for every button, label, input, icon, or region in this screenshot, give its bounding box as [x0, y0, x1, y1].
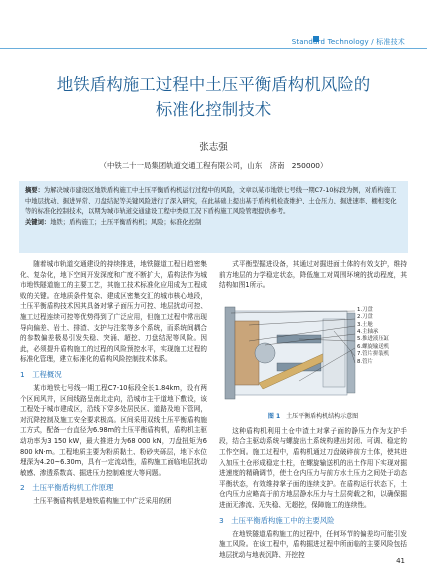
figure-caption-text: 土压平衡盾构机结构示意图: [286, 412, 359, 420]
keywords-label: 关键词：: [25, 218, 51, 226]
section-3-heading: 3 土压平衡盾构施工中的主要风险: [219, 515, 335, 525]
running-header: Standard Technology / 标准技术: [291, 38, 405, 46]
figure-intro-paragraph: 式平衡型掘进设备，其通过对掘进面土体的有效支护，维持前方地层的力学稳定状态，降低施工对周围环境的扰动程度，其结构如图1所示。: [219, 260, 407, 290]
mechanism-paragraph: 这种盾构机利用土仓中渣土对掌子面的静压力作为支护手段，结合主驱动系统与螺旋出土系统构建出封闭、可调、稳定的工作空间。施工过程中，盾构机通过刀盘破碎前方土体，使其进入加压土仓形成稳定土柱，在螺旋输送机的出土作用下实现对掘进速度的精确调节，使土仓内压力与前方水土压力之间处于动态平衡状态，有效维持掌子面的连续支护。在盾构运行状态下，土仓内压力应略高于前方地层静水压力与土层荷载之和，以确保掘进面无渗流、无失稳、无超挖，保障施工的连续性。: [219, 426, 407, 509]
legend-item: 3.土舱: [357, 321, 373, 328]
left-column: [20, 259, 207, 507]
section-1-paragraph: 某市地铁七号线一期工程C7-10标段全长1.84km，设有两个区间风井，区间线路呈南北走向，沿城市主干道地下敷设，该工程处于城市建成区，沿线下穿多处居民区、道路及地下管网，对沉降控制及施工安全要求极高。区间采用双线土压平衡盾构施工方式，配备一台直径为6.98m的土压平衡盾构机，盾构机主驱动功率为3 150 kW，最大推进力为68 000 kN，刀盘扭矩为6 800 kN·m。工程地质主要为粉质黏土、粉砂夹砾层，地下水位埋深为4.20~6.30m，具有一定流动性，盾构施工面临地层扰动敏感、渗透系数高、掘进压力控制难度大等问题。: [20, 383, 207, 477]
article-title: [0, 72, 427, 122]
title-line-1: 地铁盾构施工过程中土压平衡盾构机风险的: [56, 75, 371, 94]
legend-item: 6.螺旋输送机: [357, 343, 390, 350]
abstract-text: 为解决城市建设区地铁盾构施工中土压平衡盾构机运行过程中的风险，文章以某市地铁七号线一期C7-10标段为例，对盾构施工中地层扰动、掘进异常、刀盘结泥等关键风险进行了深入研究，在此基础上提出基于盾构机检查维护、土仓压力、掘进速率、棚相变化等的标准化控制技术，以期为城市轨道交通建设工程中类似工况下盾构施工风险管理提供参考。: [25, 187, 397, 215]
author-affiliation: （中铁二十一局集团轨道交通工程有限公司，山东 济南 250000）: [99, 161, 328, 170]
shield-machine-figure: [219, 291, 407, 409]
legend-item: 7.管片拼装机: [357, 351, 390, 358]
section-3-paragraph: 在地铁隧道盾构施工的过程中，任何环节的偏差均可能引发施工风险。在该工程中，盾构掘进过程中所面临的主要风险包括地层扰动与地表沉降、开挖控: [219, 529, 407, 559]
legend-item: 2.刀盘: [357, 314, 373, 321]
abstract-label: 摘要：: [25, 187, 44, 194]
abstract-paragraph: [25, 186, 402, 218]
page-number: 41: [396, 557, 405, 565]
figure-legend: [357, 307, 389, 366]
figure-caption: [219, 412, 407, 422]
legend-item: 5.推进液压缸: [357, 336, 390, 343]
header-divider: [0, 48, 427, 49]
legend-item: 4.主轴承: [357, 329, 379, 335]
figure-number: 图 1: [267, 412, 281, 420]
right-column: [219, 259, 407, 560]
author-name: 张志强: [199, 142, 228, 153]
abstract-box: [19, 181, 408, 253]
keywords-text: 地铁；盾构施工；土压平衡盾构机；风险；标准化控制: [50, 218, 202, 226]
keywords-paragraph: [25, 218, 402, 229]
section-2-paragraph: 土压平衡盾构机是地铁盾构施工中广泛采用的团: [33, 497, 172, 506]
legend-item: 1.刀盘: [357, 306, 373, 313]
title-line-2: 标准化控制技术: [155, 100, 272, 119]
legend-item: 8.管片: [357, 358, 373, 365]
section-2-heading: 2 土压平衡盾构机工作原理: [20, 483, 114, 493]
intro-paragraph: 随着城市轨道交通建设的持续推进，地铁隧道工程日趋密集化、复杂化，地下空间开发深度和广度不断扩大，盾构法作为城市地铁隧道施工的主要工艺，其施工技术标准化应用成为工程成败的关键。在地质条件复杂、建成区密集交汇的城市核心地段，土压平衡盾构技术因其具备对掌子面压力可控、地层扰动可控、施工过程连续可控等优势得到了广泛应用，但施工过程中常出现导向偏差、岩土、排渣、支护与注浆等多个系统，而系统间耦合的参数偏差极易引发失稳、突涌、超挖、刀盘结泥等风险。因此，必须提升盾构施工的过程的风险预控水平，实现施工过程的标准化管理，建立标准化的盾构风险控制技术体系。: [20, 260, 207, 364]
section-1-heading: 1 工程概况: [20, 369, 62, 379]
